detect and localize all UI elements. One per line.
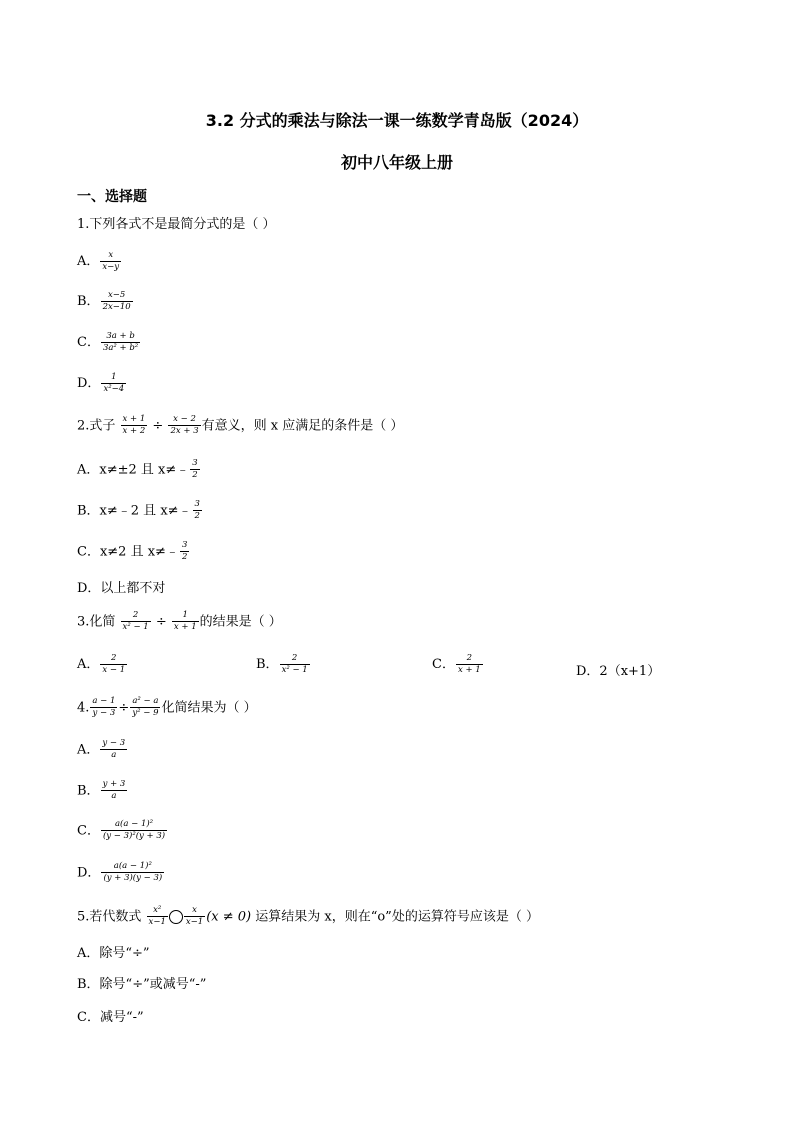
fraction: $\frac{3}{2}$ xyxy=(192,458,198,481)
fraction: $\frac{x + 1}{x + 2}$ xyxy=(122,414,146,437)
option-label: C． xyxy=(77,335,100,351)
q3-option-a: A． $\frac{2}{x - 1}$ xyxy=(77,652,126,675)
q2-option-d: D．以上都不对 xyxy=(77,581,166,596)
fraction: $\frac{\text{a² − a}}{\text{y² − 9}}$ xyxy=(132,696,159,719)
fraction: $\frac{y + 3}{a}$ xyxy=(102,779,126,802)
q3-option-d: D．2（x+1） xyxy=(576,664,661,679)
q3-stem: 3.化简 $\frac{2}{\text{x² − 1}}$ ÷ $\frac{1}{x + 1}$ 的结果是（ ） xyxy=(77,610,282,633)
q5-option-a: A．除号“÷” xyxy=(77,946,150,961)
q4-stem: 4. $\frac{a - 1}{y - 3}$ ÷ $\frac{\text{a² − a}}{\text{y² − 9}}$ 化简结果为（ ） xyxy=(77,696,257,719)
option-label: D． xyxy=(77,376,101,392)
q5-option-c: C．减号“-” xyxy=(77,1010,144,1025)
q5-option-b: B．除号“÷”或减号“-” xyxy=(77,977,207,992)
q2-stem: 2.式子 $\frac{x + 1}{x + 2}$ ÷ $\frac{x - 2}{2x + 3}$ 有意义，则 x 应满足的条件是（ ） xyxy=(77,414,404,437)
q1-option-c xyxy=(77,332,141,354)
q4-option-b: B． $\frac{y + 3}{a}$ xyxy=(77,779,126,802)
fraction: $\frac{a - 1}{y - 3}$ xyxy=(92,696,116,719)
fraction: $\frac{2}{x + 1}$ xyxy=(457,652,481,675)
operator-circle xyxy=(169,910,183,924)
q3-option-b: B． $\frac{2}{\text{x² − 1}}$ xyxy=(256,652,308,675)
q1-option-a xyxy=(77,251,122,273)
q3-option-c: C． $\frac{2}{x + 1}$ xyxy=(432,652,481,675)
option-label: A． xyxy=(77,254,100,270)
q1-stem: 1.下列各式不是最简分式的是（ ） xyxy=(77,217,276,232)
fraction: $\frac{2}{x - 1}$ xyxy=(102,652,126,675)
fraction: $\frac{x - 2}{2x + 3}$ xyxy=(170,414,199,437)
q4-option-c: C． $\frac{\text{a(a − 1)²}}{\text{(y − 3)²(y + 3)}}$ xyxy=(77,819,166,842)
option-label: B． xyxy=(77,294,100,310)
fraction: $\frac{y - 3}{a}$ xyxy=(102,738,126,761)
fraction: $\frac{x}{x-y}$ xyxy=(102,250,120,273)
q5-stem: 5.若代数式 $\frac{\text{x²}}{x-1}$ $\frac{x}{x-1}$ (x ≠ 0) 运算结果为 x，则在“o”处的运算符号应该是（ ） xyxy=(77,905,539,928)
fraction: $\frac{3}{2}$ xyxy=(181,540,188,563)
fraction: $\frac{x}{x-1}$ xyxy=(185,905,204,928)
fraction: $\frac{3}{2}$ xyxy=(194,499,200,522)
q4-option-a: A． $\frac{y - 3}{a}$ xyxy=(77,738,126,761)
fraction: $\frac{3a + b}{\text{3a² + b²}}$ xyxy=(102,331,139,354)
fraction: $\frac{\text{a(a − 1)²}}{\text{(y − 3)²(y + 3)}}$ xyxy=(102,819,166,842)
fraction: $\frac{2}{\text{x² − 1}}$ xyxy=(122,610,149,633)
section-heading: 一、选择题 xyxy=(77,189,147,205)
fraction: $\frac{\text{a(a − 1)²}}{(y + 3)(y - 3)}$ xyxy=(103,861,163,884)
fraction: $\frac{1}{\text{x²−4}}$ xyxy=(103,372,125,395)
fraction: $\frac{1}{x + 1}$ xyxy=(173,610,197,633)
fraction: $\frac{2}{\text{x² − 1}}$ xyxy=(281,652,308,675)
fraction: $\frac{\text{x²}}{x-1}$ xyxy=(148,905,166,928)
doc-title-line1: 3.2 分式的乘法与除法一课一练数学青岛版（2024） xyxy=(205,111,589,130)
q1-option-d xyxy=(77,373,127,395)
fraction: $\frac{x-5}{2x-10}$ xyxy=(102,290,131,313)
q2-option-a: A．x≠±2 且 x≠﹣ $\frac{3}{2}$ xyxy=(77,458,198,481)
q1-option-b xyxy=(77,291,134,313)
q4-option-d: D． $\frac{\text{a(a − 1)²}}{(y + 3)(y - 3)}$ xyxy=(77,861,163,884)
doc-title-line2: 初中八年级上册 xyxy=(340,153,453,172)
q2-option-b: B．x≠﹣2 且 x≠﹣ $\frac{3}{2}$ xyxy=(77,499,200,522)
q2-option-c: C．x≠2 且 x≠﹣ $\frac{3}{2}$ xyxy=(77,540,188,563)
